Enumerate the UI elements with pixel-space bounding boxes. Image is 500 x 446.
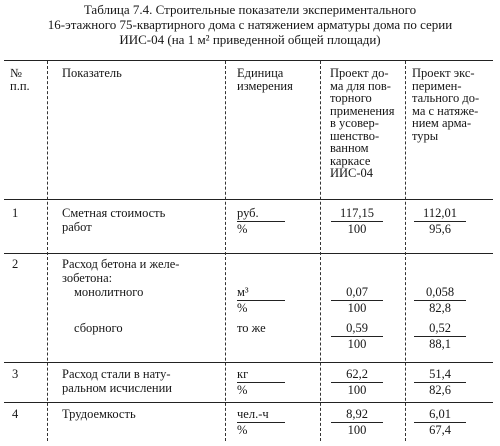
header-indicator: Показатель (62, 66, 122, 80)
project-2-fraction (414, 322, 466, 351)
fraction-numerator: 8,92 (331, 408, 383, 423)
row-label-line: монолитного (74, 285, 144, 299)
row-1-bottom-rule (4, 253, 493, 254)
fraction-numerator: 51,4 (414, 368, 466, 383)
project-2-fraction (414, 368, 466, 397)
unit-fraction (237, 322, 285, 337)
project-1-fraction (331, 368, 383, 397)
fraction-numerator: 62,2 (331, 368, 383, 383)
fraction-denominator: 100 (347, 423, 367, 437)
fraction-numerator: 112,01 (414, 207, 466, 222)
unit-bottom: % (237, 383, 248, 397)
fraction-denominator: 67,4 (429, 423, 451, 437)
header-num: № п.п. (10, 66, 30, 93)
project-2-fraction (414, 408, 466, 437)
fraction-numerator: 117,15 (331, 207, 383, 222)
fraction-numerator: 0,52 (414, 322, 466, 337)
project-1-fraction (331, 322, 383, 351)
project-2-fraction (414, 286, 466, 315)
unit-top: м³ (237, 286, 285, 301)
title-line-1: Таблица 7.4. Строительные показатели экспериментального (83, 2, 417, 17)
row-label-line: Расход стали в нату- (62, 367, 171, 381)
unit-top: то же (237, 321, 266, 335)
fraction-denominator: 95,6 (429, 222, 451, 236)
project-2-fraction (414, 207, 466, 236)
table-top-rule (4, 60, 493, 61)
table-title (0, 2, 500, 47)
row-label-line: сборного (74, 321, 123, 335)
unit-bottom (237, 336, 285, 337)
unit-fraction (237, 207, 285, 236)
fraction-denominator: 100 (347, 383, 367, 397)
header-project-1: Проект до- ма для пов- торного применения в усовер- шенство- ванном каркасе ИИС-04 (330, 66, 395, 180)
row-label-line: Расход бетона и желе- (62, 257, 180, 271)
column-divider (320, 61, 321, 441)
fraction-numerator: 0,058 (414, 286, 466, 301)
header-bottom-rule (4, 199, 493, 200)
unit-fraction (237, 286, 285, 315)
fraction-denominator: 82,6 (429, 383, 451, 397)
row-2-bottom-rule (4, 362, 493, 363)
row-number: 2 (12, 257, 19, 271)
row-label-line: зобетона: (62, 271, 113, 285)
title-line-2: 16-этажного 75-квартирного дома с натяжением арматуры дома по серии (47, 17, 453, 32)
unit-bottom: % (237, 301, 248, 315)
column-divider (225, 61, 226, 441)
unit-top: руб. (237, 207, 285, 222)
row-label-line: работ (62, 220, 92, 234)
unit-bottom: % (237, 423, 248, 437)
column-divider (47, 61, 48, 441)
header-unit: Единица измерения (237, 66, 293, 93)
project-1-fraction (331, 286, 383, 315)
unit-fraction (237, 408, 285, 437)
fraction-denominator: 82,8 (429, 301, 451, 315)
fraction-numerator: 0,07 (331, 286, 383, 301)
row-label-line: ральном исчислении (62, 381, 172, 395)
unit-bottom: % (237, 222, 248, 236)
fraction-denominator: 88,1 (429, 337, 451, 351)
column-divider (405, 61, 406, 441)
row-number: 4 (12, 407, 19, 421)
fraction-numerator: 0,59 (331, 322, 383, 337)
title-line-3: ИИС-04 (на 1 м² приведенной общей площади) (119, 32, 381, 47)
fraction-denominator: 100 (347, 222, 367, 236)
fraction-numerator: 6,01 (414, 408, 466, 423)
project-1-fraction (331, 408, 383, 437)
row-label-line: Сметная стоимость (62, 206, 166, 220)
unit-top: кг (237, 368, 285, 383)
row-number: 3 (12, 367, 19, 381)
fraction-denominator: 100 (347, 301, 367, 315)
fraction-denominator: 100 (347, 337, 367, 351)
header-project-2: Проект экс- перимен- тального до- ма с натяже- нием арма- туры (412, 66, 480, 143)
row-3-bottom-rule (4, 402, 493, 403)
project-1-fraction (331, 207, 383, 236)
row-number: 1 (12, 206, 19, 220)
row-label-line: Трудоемкость (62, 407, 136, 421)
unit-top: чел.-ч (237, 408, 285, 423)
unit-fraction (237, 368, 285, 397)
